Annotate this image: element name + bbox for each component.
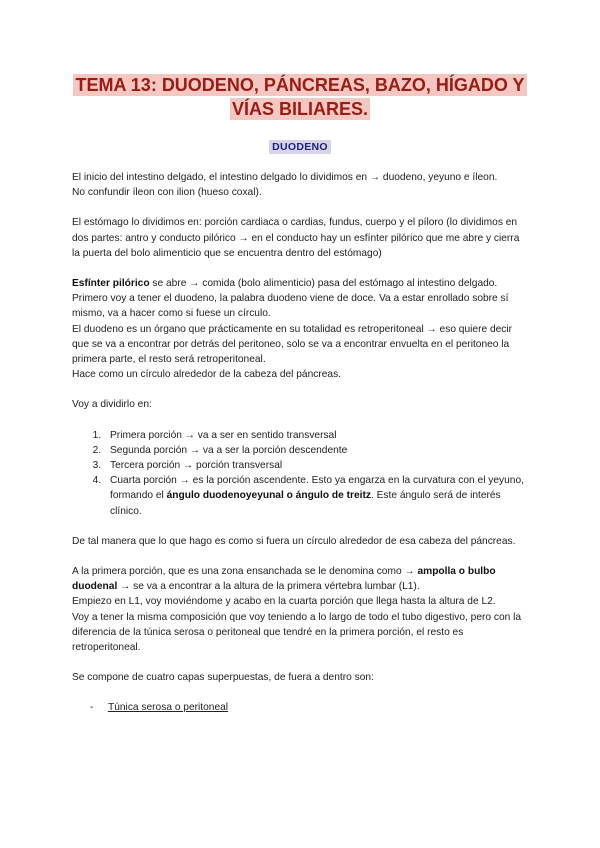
text-span: A la primera porción, que es una zona ensanchada se le denomina como → [72,566,418,578]
paragraph: El estómago lo dividimos en: porción cardiaca o cardias, fundus, cuerpo y el píloro (lo dividimos en dos partes: antro y conducto pilórico → en el conducto hay un esfínter pilórico que me abre y cierra la puerta del bolo alimenticio que se encuentra dentro del estómago) [72,217,520,259]
page-title: TEMA 13: DUODENO, PÁNCREAS, BAZO, HÍGADO Y VÍAS BILIARES. [75,75,525,119]
list-item [104,473,528,519]
paragraph: El duodeno es un órgano que prácticamente en su totalidad es retroperitoneal → eso quiere decir que se va a encontrar por detrás del peritoneo, solo se va a encontrar envuelta en el peritoneo la primera parte, el resto será retroperitoneal. [72,323,513,366]
paragraph: Voy a tener la misma composición que voy teniendo a lo largo de todo el tubo digestivo, pero con la diferencia de la túnica serosa o peritoneal que tendré en la primera porción, el resto es retroperitoneal. [72,611,522,654]
paragraph: Voy a dividirlo en: [72,399,152,411]
paragraph: Primero voy a tener el duodeno, la palabra duodeno viene de doce. Va a estar enrollado sobre sí mismo, va a hacer como si fuese un círculo. [72,293,509,320]
paragraph [72,564,528,594]
body-content [72,170,528,716]
section-heading-block [72,137,528,155]
paragraph: Empiezo en L1, voy moviéndome y acabo en la cuarta porción que llega hasta la altura de L2. [72,596,496,608]
layers-list [72,700,528,715]
paragraph [72,276,528,291]
underlined-term: Túnica serosa o peritoneal [108,702,229,714]
section-heading: DUODENO [269,140,331,154]
paragraph: No confundir íleon con ilion (hueso coxal). [72,187,262,199]
text-span: se va a encontrar a la altura de la primera vértebra lumbar (L1). [130,581,420,593]
list-item: 2. Segunda porción → va a ser la porción descendente [104,443,528,458]
text-span: Cuarta porción → es la porción ascendente. Esto ya engarza en la curvatura con el yeyuno, formando el [110,475,524,502]
bold-term: Esfínter pilórico [72,278,150,290]
paragraph: Se compone de cuatro capas superpuestas, de fuera a dentro son: [72,672,374,684]
bold-term: ángulo duodenoyeyunal o ángulo de treitz [166,490,371,502]
text-span: . Este ángulo será de interés clínico. [110,490,501,517]
paragraph: El inicio del intestino delgado, el intestino delgado lo dividimos en → duodeno, yeyuno e íleon. [72,172,498,183]
dash-bullet: - [90,702,94,714]
paragraph: De tal manera que lo que hago es como si fuera un círculo alrededor de esa cabeza del páncreas. [72,535,516,547]
list-item: 3. Tercera porción → porción transversal [104,458,528,473]
list-item: 1. Primera porción → va a ser en sentido transversal [104,428,528,443]
paragraph: Hace como un círculo alrededor de la cabeza del páncreas. [72,369,341,381]
text-span: se abre → comida (bolo alimenticio) pasa del estómago al intestino delgado. [149,278,498,290]
title-block [72,0,528,121]
bold-term: ampolla o bulbo duodenal → [72,566,496,593]
portions-list [72,428,528,519]
list-item [90,700,528,715]
